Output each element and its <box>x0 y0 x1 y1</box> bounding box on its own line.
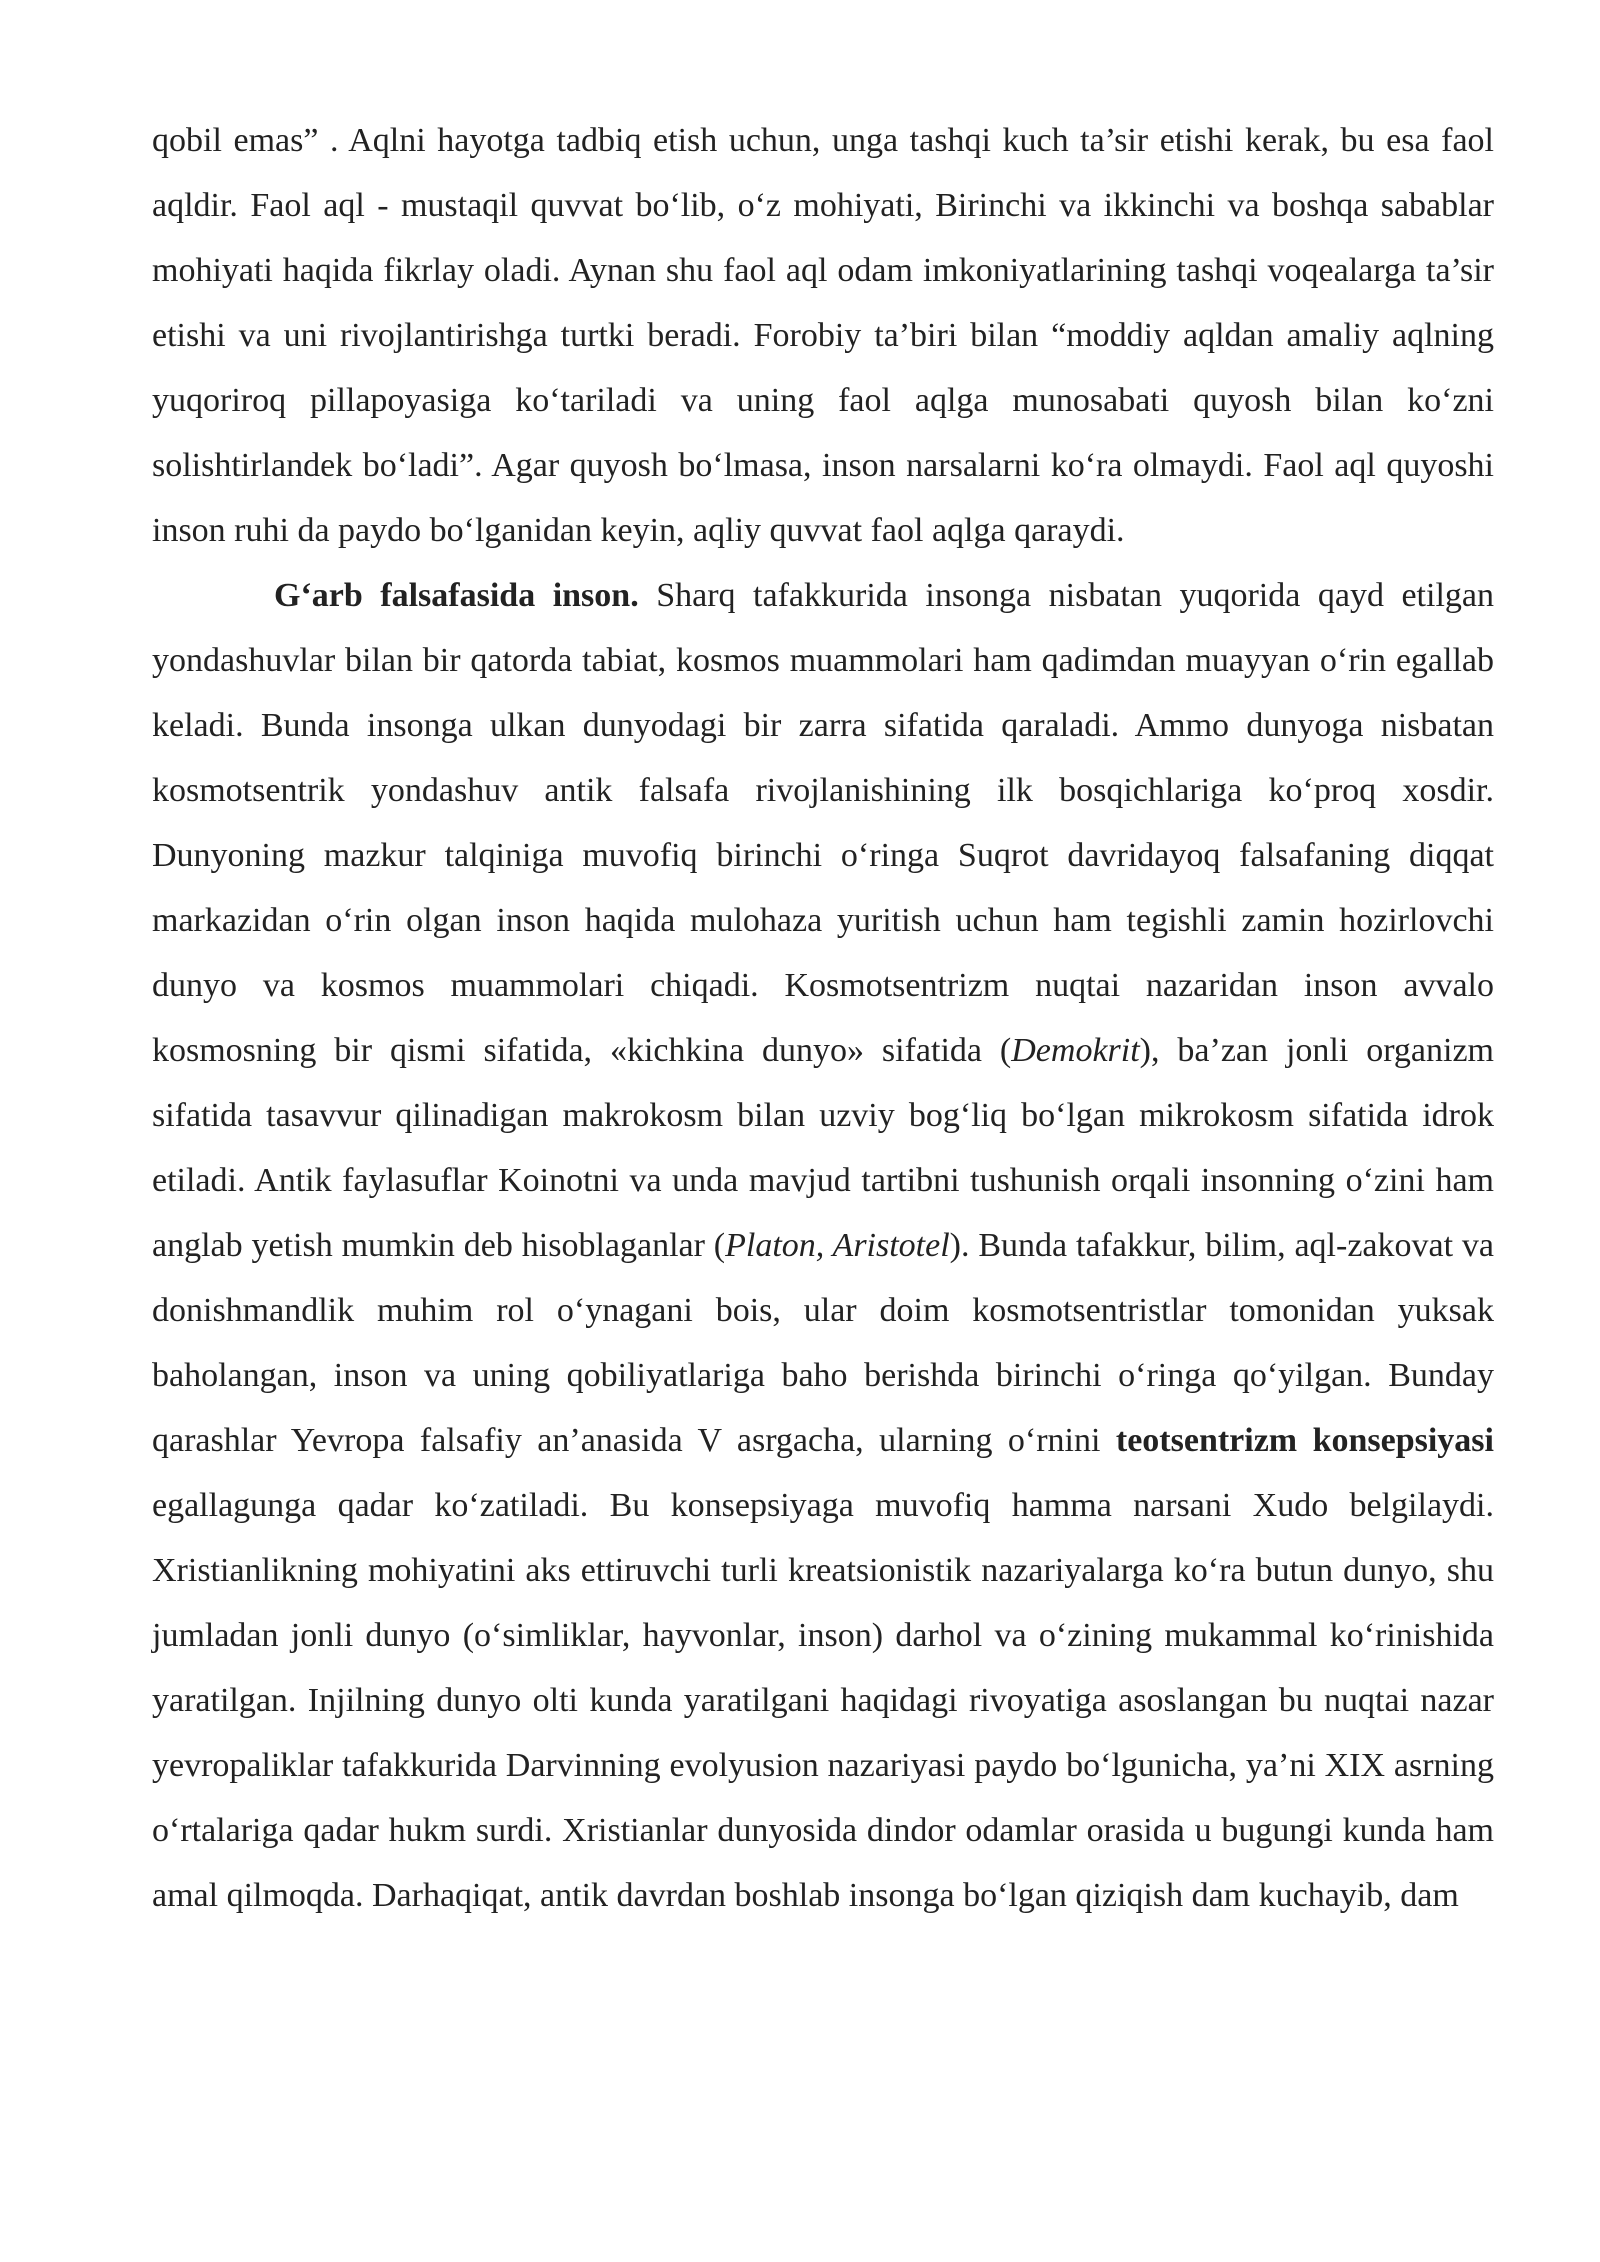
bold-term-teotsentrizm: teotsentrizm konsepsiyasi <box>1115 1422 1494 1459</box>
paragraph-text: egallagunga qadar ko‘zatiladi. Bu konsepsiyaga muvofiq hamma narsani Xudo belgilaydi. Xristianlikning mohiyatini aks ettiruvchi turli kreatsionistik nazariyalarga ko‘ra butun dunyo, shu jumladan jonli dunyo (o‘simliklar, hayvonlar, inson) darhol va o‘zining mukammal ko‘rinishida yaratilgan. Injilning dunyo olti kunda yaratilgani haqidagi rivoyatiga asoslangan bu nuqtai nazar yevropaliklar tafakkurida Darvinning evolyusion nazariyasi paydo bo‘lgunicha, ya’ni XIX asrning o‘rtalariga qadar hukm surdi. Xristianlar dunyosida dindor odamlar orasida u bugungi kunda ham amal qilmoqda. Darhaqiqat, antik davrdan boshlab insonga bo‘lgan qiziqish dam kuchayib, dam <box>152 1487 1494 1914</box>
paragraph-faol-aql <box>152 108 1494 563</box>
paragraph-text: ). Bunda tafakkur, bilim, aql-zakovat va donishmandlik muhim rol o‘ynagani bois, ular doim kosmotsentristlar tomonidan yuksak baholangan, inson va uning qobiliyatlariga baho berishda birinchi o‘ringa qo‘yilgan. Bunday qarashlar Yevropa falsafiy an’anasida V asrgacha, ularning o‘rnini <box>152 1227 1494 1459</box>
document-page <box>152 108 1494 1928</box>
paragraph-text: ), ba’zan jonli organizm sifatida tasavvur qilinadigan makrokosm bilan uzviy bog‘liq bo‘lgan mikrokosm sifatida idrok etiladi. Antik faylasuflar Koinotni va unda mavjud tartibni tushunish orqali insonning o‘zini ham anglab yetish mumkin deb hisoblaganlar ( <box>152 1032 1494 1264</box>
italic-name-demokrit: Demokrit <box>1011 1032 1140 1069</box>
paragraph-text: qobil emas” . Aqlni hayotga tadbiq etish uchun, unga tashqi kuch ta’sir etishi kerak, bu esa faol aqldir. Faol aql - mustaqil quvvat bo‘lib, o‘z mohiyati, Birinchi va ikkinchi va boshqa sabablar mohiyati haqida fikrlay oladi. Aynan shu faol aql odam imkoniyatlarining tashqi voqealarga ta’sir etishi va uni rivojlantirishga turtki beradi. Forobiy ta’biri bilan “moddiy aqldan amaliy aqlning yuqoriroq pillapoyasiga ko‘tariladi va uning faol aqlga munosabati quyosh bilan ko‘zni solishtirlandek bo‘ladi”. Agar quyosh bo‘lmasa, inson narsalarni ko‘ra olmaydi. Faol aql quyoshi inson ruhi da paydo bo‘lganidan keyin, aqliy quvvat faol aqlga qaraydi. <box>152 122 1494 549</box>
paragraph-garb-falsafasi <box>152 563 1494 1928</box>
section-heading: G‘arb falsafasida inson. <box>274 577 639 614</box>
paragraph-text: Sharq tafakkurida insonga nisbatan yuqorida qayd etilgan yondashuvlar bilan bir qatorda tabiat, kosmos muammolari ham qadimdan muayyan o‘rin egallab keladi. Bunda insonga ulkan dunyodagi bir zarra sifatida qaraladi. Ammo dunyoga nisbatan kosmotsentrik yondashuv antik falsafa rivojlanishining ilk bosqichlariga ko‘proq xosdir. Dunyoning mazkur talqiniga muvofiq birinchi o‘ringa Suqrot davridayoq falsafaning diqqat markazidan o‘rin olgan inson haqida mulohaza yuritish uchun ham tegishli zamin hozirlovchi dunyo va kosmos muammolari chiqadi. Kosmotsentrizm nuqtai nazaridan inson avvalo kosmosning bir qismi sifatida, «kichkina dunyo» sifatida ( <box>152 577 1494 1069</box>
italic-names-platon-aristotel: Platon, Aristotel <box>725 1227 950 1264</box>
